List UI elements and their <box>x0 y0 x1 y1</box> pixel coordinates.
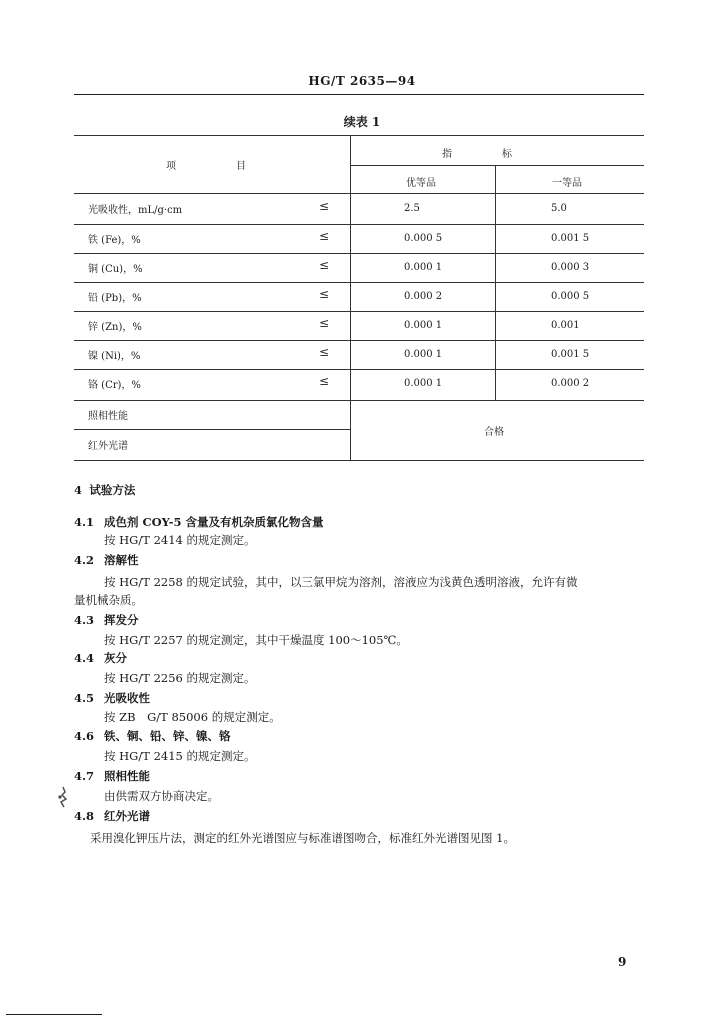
subsection-title: 光吸收性 <box>104 691 150 705</box>
subsection-title: 红外光谱 <box>104 809 150 823</box>
subsection-number: 4.1 <box>74 515 95 529</box>
subsection-heading <box>74 514 324 530</box>
subsection-body: 按 HG/T 2257 的规定测定，其中干燥温度 100～105℃。 <box>104 633 408 647</box>
table-rule <box>74 224 644 225</box>
row-value-grade2: 5.0 <box>551 203 567 214</box>
subsection-title: 灰分 <box>104 651 127 665</box>
subsection-body: 按 HG/T 2256 的规定测定。 <box>104 671 256 685</box>
row-value-grade1: 0.000 1 <box>404 320 443 331</box>
row-op: ≤ <box>319 316 330 330</box>
row-photo-performance: 照相性能 <box>88 411 128 422</box>
table-rule <box>74 253 644 254</box>
subsection-heading <box>74 690 150 706</box>
subsection-heading <box>74 728 231 744</box>
table-rule <box>74 311 644 312</box>
row-value-grade1: 0.000 1 <box>404 262 443 273</box>
table-col-rule <box>495 165 496 400</box>
subsection-title: 溶解性 <box>104 553 139 567</box>
row-item: 铜 (Cu)，% <box>88 264 143 275</box>
row-value-grade1: 2.5 <box>404 203 420 214</box>
subsection-title: 铁、铜、铅、锌、镍、铬 <box>104 729 231 743</box>
row-value-grade2: 0.000 2 <box>551 378 590 389</box>
table-rule <box>74 282 644 283</box>
subsection-number: 4.8 <box>74 809 95 823</box>
row-value-grade2: 0.001 5 <box>551 233 590 244</box>
standard-code-header: HG/T 2635—94 <box>308 74 416 88</box>
row-value-grade1: 0.000 5 <box>404 233 443 244</box>
table-bottom-rule <box>74 460 644 461</box>
table-rule <box>74 369 644 370</box>
row-item: 铁 (Fe)，% <box>88 235 141 246</box>
subsection-heading <box>74 808 150 824</box>
row-op: ≤ <box>319 374 330 388</box>
footer-rule <box>6 1014 102 1015</box>
row-value-grade2: 0.001 <box>551 320 580 331</box>
col-grade2-header: 一等品 <box>552 178 582 189</box>
subsection-heading <box>74 552 139 568</box>
row-item: 镍 (Ni)，% <box>88 351 141 362</box>
row-value-grade1: 0.000 1 <box>404 378 443 389</box>
subsection-title: 成色剂 COY-5 含量及有机杂质氯化物含量 <box>104 515 324 529</box>
subsection-heading <box>74 650 127 666</box>
merged-qualified-value: 合格 <box>484 427 504 438</box>
subsection-body: 量机械杂质。 <box>74 593 143 607</box>
subsection-body: 按 HG/T 2258 的规定试验，其中，以三氯甲烷为溶剂，溶液应为浅黄色透明溶液，允许有微 <box>104 575 578 589</box>
table-rule <box>74 193 644 194</box>
row-value-grade2: 0.000 3 <box>551 262 590 273</box>
row-value-grade1: 0.000 1 <box>404 349 443 360</box>
row-value-grade2: 0.000 5 <box>551 291 590 302</box>
subsection-body: 按 HG/T 2414 的规定测定。 <box>104 533 256 547</box>
row-op: ≤ <box>319 199 330 213</box>
subsection-body: 按 ZB G/T 85006 的规定测定。 <box>104 710 281 724</box>
subsection-body: 采用溴化钾压片法，测定的红外光谱图应与标准谱图吻合，标准红外光谱图见图 1。 <box>90 831 515 845</box>
section-number: 4 <box>74 483 83 497</box>
table-top-rule <box>74 135 644 136</box>
col-item-header: 项 目 <box>166 161 246 172</box>
page-number: 9 <box>618 955 627 969</box>
spec-table <box>74 135 644 461</box>
subsection-number: 4.4 <box>74 651 95 665</box>
row-op: ≤ <box>319 258 330 272</box>
header-rule <box>74 94 644 95</box>
subsection-number: 4.6 <box>74 729 95 743</box>
table-rule <box>74 400 644 401</box>
section-4-heading <box>74 482 135 498</box>
row-op: ≤ <box>319 345 330 359</box>
row-op: ≤ <box>319 229 330 243</box>
row-item: 铅 (Pb)，% <box>88 293 142 304</box>
subsection-title: 挥发分 <box>104 613 139 627</box>
table-col-rule <box>350 135 351 461</box>
table-rule <box>350 165 644 166</box>
col-grade1-header: 优等品 <box>406 178 436 189</box>
table-rule <box>74 429 350 430</box>
subsection-number: 4.7 <box>74 769 95 783</box>
subsection-body: 按 HG/T 2415 的规定测定。 <box>104 749 256 763</box>
subsection-heading <box>74 768 150 784</box>
row-value-grade1: 0.000 2 <box>404 291 443 302</box>
subsection-body: 由供需双方协商决定。 <box>104 789 219 803</box>
row-op: ≤ <box>319 287 330 301</box>
row-value-grade2: 0.001 5 <box>551 349 590 360</box>
row-item: 光吸收性，mL/g·cm <box>88 205 183 216</box>
subsection-title: 照相性能 <box>104 769 150 783</box>
table-caption: 续表 1 <box>343 115 381 129</box>
col-index-header: 指 标 <box>442 149 512 160</box>
subsection-heading <box>74 612 139 628</box>
table-rule <box>74 340 644 341</box>
row-item: 锌 (Zn)，% <box>88 322 142 333</box>
row-item: 铬 (Cr)，% <box>88 380 141 391</box>
row-ir-spectrum: 红外光谱 <box>88 441 128 452</box>
subsection-number: 4.2 <box>74 553 95 567</box>
subsection-number: 4.5 <box>74 691 95 705</box>
subsection-number: 4.3 <box>74 613 95 627</box>
section-title: 试验方法 <box>89 483 136 497</box>
ink-smudge-mark <box>56 786 70 808</box>
